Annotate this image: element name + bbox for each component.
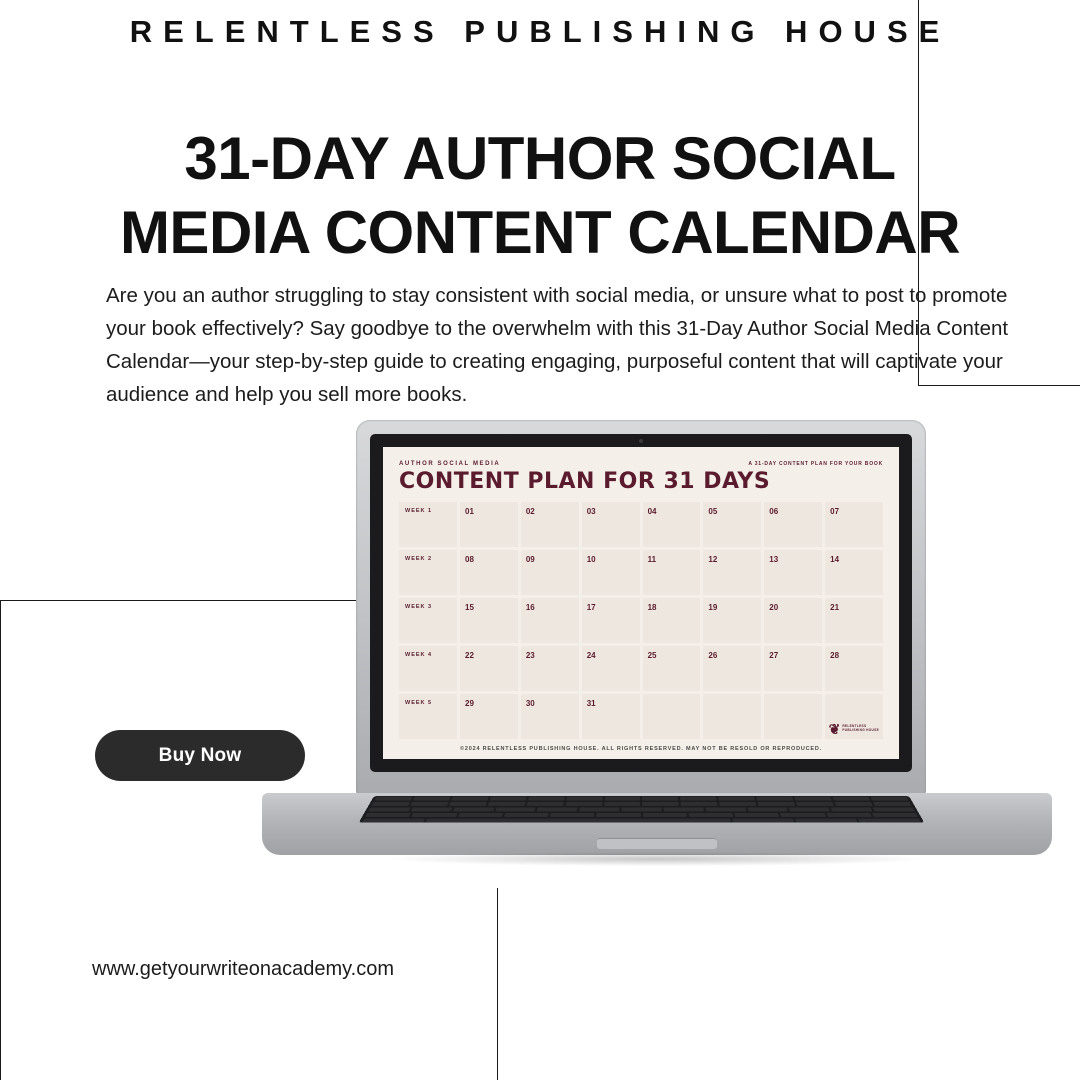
laptop-keyboard bbox=[359, 796, 925, 823]
publisher-logo-line-1: RELENTLESS bbox=[842, 724, 867, 729]
webcam-icon bbox=[639, 439, 643, 443]
laptop-lid bbox=[356, 420, 926, 795]
description-paragraph: Are you an author struggling to stay consistent with social media, or unsure what to post to promote your book effectively? Say goodbye to the overwhelm with this 31-Day Author Social Media Content Calendar—your step-by-step guide to creating engaging, purposeful content that will captivate your audience and help you sell more books. bbox=[106, 283, 1009, 406]
calendar-day-cell: 31 bbox=[582, 694, 640, 739]
laptop-trackpad bbox=[597, 838, 717, 849]
keyboard-row bbox=[365, 807, 919, 813]
calendar-document bbox=[383, 447, 899, 759]
calendar-week-label: WEEK 3 bbox=[399, 598, 457, 643]
calendar-week-label: WEEK 5 bbox=[399, 694, 457, 739]
calendar-day-cell: 04 bbox=[643, 502, 701, 547]
calendar-eyebrow-left: AUTHOR SOCIAL MEDIA bbox=[399, 461, 501, 467]
calendar-day-cell: 22 bbox=[460, 646, 518, 691]
calendar-day-cell-empty bbox=[643, 694, 701, 739]
calendar-week-label: WEEK 1 bbox=[399, 502, 457, 547]
calendar-day-cell: 02 bbox=[521, 502, 579, 547]
calendar-title: CONTENT PLAN FOR 31 DAYS bbox=[399, 469, 771, 494]
page-title-line-2: MEDIA CONTENT CALENDAR bbox=[119, 199, 961, 267]
calendar-day-cell: 15 bbox=[460, 598, 518, 643]
brand-name: RELENTLESS PUBLISHING HOUSE bbox=[129, 14, 951, 49]
laptop-screen-bezel bbox=[370, 434, 912, 772]
calendar-day-cell-empty bbox=[703, 694, 761, 739]
laptop-shadow bbox=[392, 852, 922, 866]
calendar-eyebrow-right: A 31-DAY CONTENT PLAN FOR YOUR BOOK bbox=[748, 461, 883, 467]
keyboard-row bbox=[359, 818, 925, 823]
calendar-grid bbox=[399, 502, 883, 739]
calendar-footer-copyright: ©2024 RELENTLESS PUBLISHING HOUSE. ALL RIGHTS RESERVED. MAY NOT BE RESOLD OR REPRODUCED. bbox=[460, 746, 822, 752]
feather-icon: ❦ bbox=[828, 721, 841, 737]
calendar-day-cell: 30 bbox=[521, 694, 579, 739]
calendar-eyebrow-row bbox=[399, 461, 883, 467]
calendar-day-cell: 17 bbox=[582, 598, 640, 643]
calendar-day-cell: 01 bbox=[460, 502, 518, 547]
calendar-day-cell: 07 bbox=[825, 502, 883, 547]
calendar-day-cell: 09 bbox=[521, 550, 579, 595]
buy-now-button[interactable]: Buy Now bbox=[95, 730, 305, 781]
calendar-day-cell: 20 bbox=[764, 598, 822, 643]
calendar-day-cell: 13 bbox=[764, 550, 822, 595]
guide-line-vertical-bottom bbox=[497, 888, 498, 1080]
calendar-day-cell: 29 bbox=[460, 694, 518, 739]
calendar-day-cell: 27 bbox=[764, 646, 822, 691]
calendar-day-cell: 25 bbox=[643, 646, 701, 691]
calendar-day-cell: 14 bbox=[825, 550, 883, 595]
calendar-day-cell: 06 bbox=[764, 502, 822, 547]
calendar-day-cell: 19 bbox=[703, 598, 761, 643]
calendar-day-cell-empty bbox=[825, 694, 883, 739]
calendar-day-cell: 11 bbox=[643, 550, 701, 595]
calendar-day-cell: 16 bbox=[521, 598, 579, 643]
calendar-day-cell: 05 bbox=[703, 502, 761, 547]
page-title-line-1: 31-DAY AUTHOR SOCIAL bbox=[184, 125, 896, 193]
calendar-week-label: WEEK 2 bbox=[399, 550, 457, 595]
calendar-day-cell: 24 bbox=[582, 646, 640, 691]
calendar-day-cell: 28 bbox=[825, 646, 883, 691]
website-url[interactable]: www.getyourwriteonacademy.com bbox=[92, 958, 394, 980]
calendar-week-label: WEEK 4 bbox=[399, 646, 457, 691]
calendar-day-cell: 03 bbox=[582, 502, 640, 547]
laptop-mockup bbox=[262, 420, 1052, 910]
publisher-logo-line-2: PUBLISHING HOUSE bbox=[842, 728, 879, 732]
laptop-screen bbox=[383, 447, 899, 759]
calendar-day-cell-empty bbox=[764, 694, 822, 739]
calendar-day-cell: 08 bbox=[460, 550, 518, 595]
guide-line-vertical-left bbox=[0, 600, 1, 1080]
calendar-day-cell: 10 bbox=[582, 550, 640, 595]
calendar-day-cell: 12 bbox=[703, 550, 761, 595]
page-title bbox=[0, 122, 1080, 270]
publisher-logo bbox=[829, 722, 879, 736]
calendar-day-cell: 18 bbox=[643, 598, 701, 643]
calendar-day-cell: 23 bbox=[521, 646, 579, 691]
calendar-day-cell: 21 bbox=[825, 598, 883, 643]
calendar-day-cell: 26 bbox=[703, 646, 761, 691]
